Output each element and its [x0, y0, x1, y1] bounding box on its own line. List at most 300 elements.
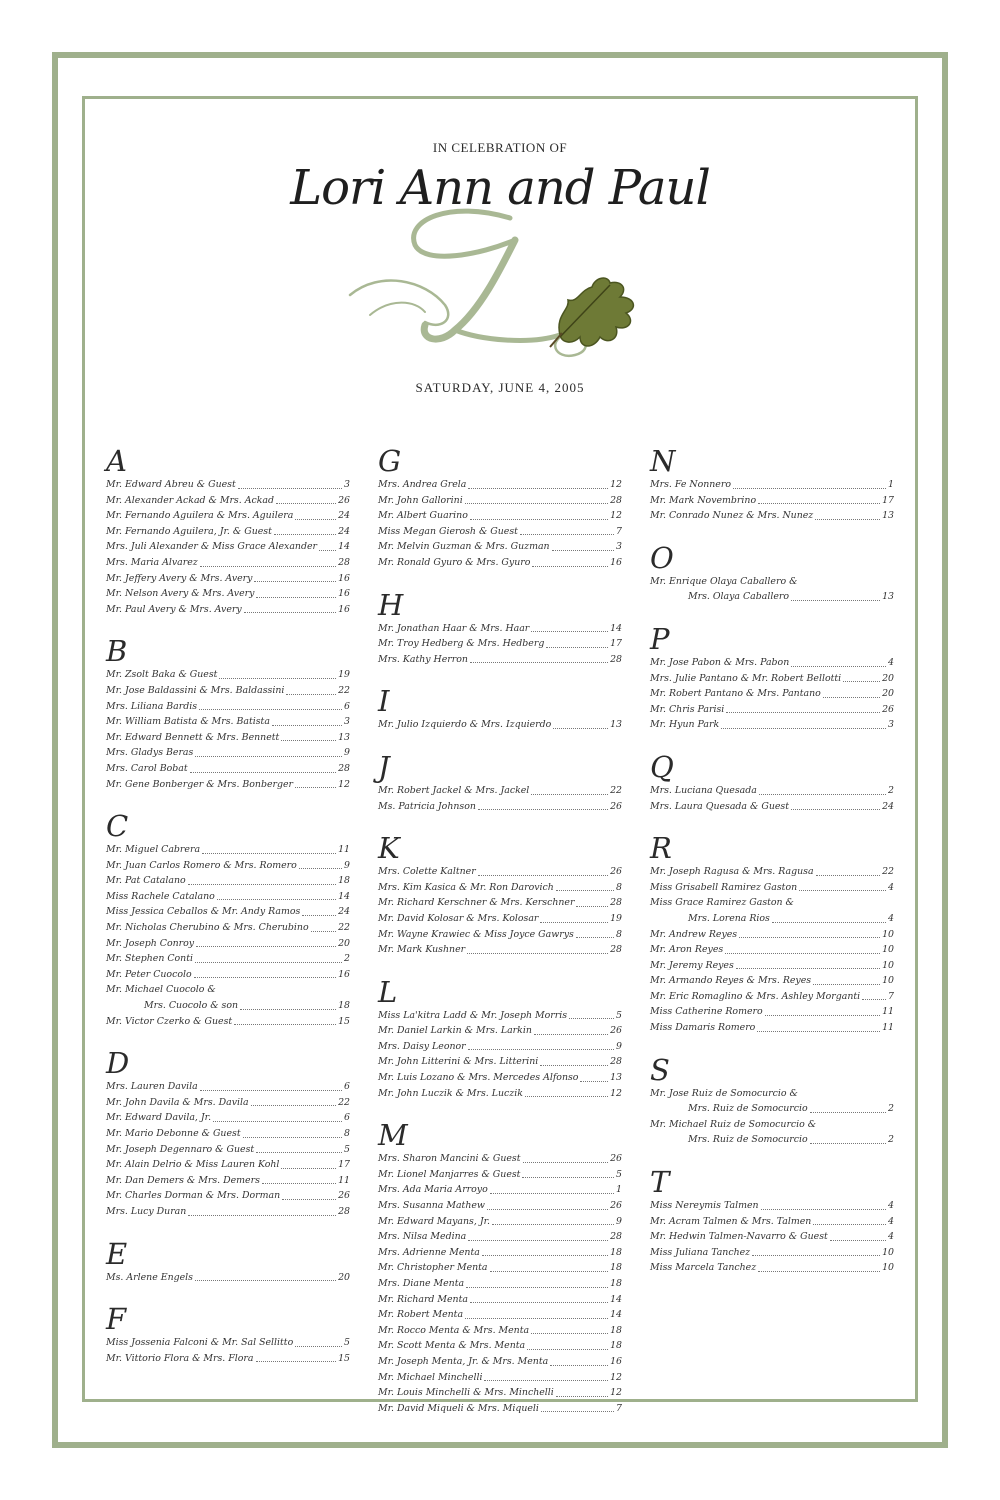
table-number: 20 [338, 1271, 350, 1283]
dot-leader [251, 1105, 336, 1106]
section-letter: C [106, 809, 129, 844]
guest-name: Miss Megan Gierosh & Guest [378, 525, 518, 537]
table-number: 9 [344, 859, 350, 871]
guest-row [378, 636, 622, 652]
dot-leader [830, 1240, 886, 1241]
guest-name: Mr. David Kolosar & Mrs. Kolosar [378, 912, 539, 924]
guest-name: Mr. Nicholas Cherubino & Mrs. Cherubino [106, 922, 309, 934]
guest-row [650, 1245, 894, 1261]
dot-leader [791, 666, 886, 667]
dot-leader [295, 1346, 342, 1347]
guest-row [378, 942, 622, 958]
guest-row [378, 927, 622, 943]
guest-row [378, 1401, 622, 1417]
guest-row [106, 699, 350, 715]
table-number: 18 [610, 1324, 622, 1336]
table-number: 11 [882, 1022, 894, 1034]
table-number: 5 [616, 1168, 622, 1180]
guest-row [378, 717, 622, 733]
dot-leader [862, 999, 886, 1000]
pre-title: IN CELEBRATION OF [432, 140, 568, 155]
section-g [378, 445, 622, 571]
guest-name: Mr. Joseph Degennaro & Guest [106, 1143, 255, 1155]
table-number: 12 [338, 778, 350, 790]
guest-name: Mr. Peter Cuocolo [106, 968, 192, 980]
dot-leader [492, 1224, 614, 1225]
oak-leaf-icon [550, 278, 633, 347]
table-number: 11 [338, 844, 350, 856]
dot-leader [281, 740, 336, 741]
section-h [378, 589, 622, 668]
guest-name: Mr. Edward Bennett & Mrs. Bennett [106, 731, 280, 743]
guest-name: Mr. Fernando Aguilera, Jr. & Guest [106, 525, 272, 537]
table-number: 14 [338, 890, 350, 902]
table-number: 28 [610, 944, 622, 956]
dot-leader [465, 1318, 608, 1319]
guest-row [106, 1188, 350, 1204]
guest-row [106, 920, 350, 936]
guest-name: Miss Grace Ramirez Gaston & [650, 897, 794, 909]
dot-leader [319, 550, 336, 551]
guest-name: Ms. Arlene Engels [106, 1271, 193, 1283]
guest-name: Mr. Wayne Krawiec & Miss Joyce Gawrys [378, 928, 574, 940]
table-number: 2 [888, 784, 894, 796]
guest-row [650, 911, 894, 927]
table-number: 12 [610, 510, 622, 522]
guest-name: Mr. Aron Reyes [650, 944, 724, 956]
table-number: 28 [610, 897, 622, 909]
dot-leader [470, 519, 608, 520]
guest-name: Mr. Vittorio Flora & Mrs. Flora [106, 1352, 254, 1364]
table-number: 26 [610, 866, 622, 878]
guest-row [378, 1023, 622, 1039]
guest-name: Mr. Scott Menta & Mrs. Menta [378, 1340, 526, 1352]
section-b [106, 635, 350, 792]
dot-leader [467, 953, 608, 954]
guest-row [378, 895, 622, 911]
guest-row [378, 555, 622, 571]
dot-leader [282, 1199, 336, 1200]
dot-leader [576, 937, 614, 938]
event-date: SATURDAY, JUNE 4, 2005 [415, 380, 585, 395]
guest-name: Mrs. Ada Maria Arroyo [378, 1184, 488, 1196]
guest-row [106, 555, 350, 571]
table-number: 2 [344, 953, 350, 965]
table-number: 1 [888, 479, 894, 490]
guest-row [378, 621, 622, 637]
section-letter: G [378, 444, 402, 478]
table-number: 13 [610, 1072, 622, 1084]
guest-row [106, 524, 350, 540]
table-number: 3 [888, 719, 894, 731]
table-number: 16 [610, 1355, 622, 1367]
guest-row [650, 989, 894, 1005]
guest-name: Mr. John Luczik & Mrs. Luczik [378, 1087, 523, 1099]
section-letter: T [650, 1165, 670, 1200]
section-n [650, 445, 894, 524]
section-letter: L [378, 974, 398, 1009]
table-number: 18 [610, 1340, 622, 1352]
table-number: 14 [610, 622, 622, 634]
dot-leader [791, 600, 880, 601]
guest-row [106, 998, 350, 1014]
table-number: 11 [882, 1006, 894, 1018]
table-number: 17 [610, 638, 622, 650]
table-number: 10 [882, 975, 894, 987]
guest-row [106, 1142, 350, 1158]
guest-name: Mr. Victor Czerko & Guest [106, 1015, 233, 1027]
guest-row [106, 745, 350, 761]
guest-name: Mr. Albert Guarino [378, 510, 468, 522]
dot-leader [256, 1361, 337, 1362]
dot-leader [532, 566, 608, 567]
dot-leader [468, 488, 608, 489]
table-number: 16 [338, 588, 350, 600]
table-number: 18 [338, 875, 350, 887]
guest-name: Mr. Joseph Ragusa & Mrs. Ragusa [650, 866, 814, 878]
guest-row [650, 973, 894, 989]
guest-row [378, 524, 622, 540]
dot-leader [194, 977, 336, 978]
guest-row [378, 1245, 622, 1261]
table-number: 10 [882, 928, 894, 940]
dot-leader [552, 550, 614, 551]
dot-leader [758, 503, 880, 504]
dot-leader [739, 937, 880, 938]
dot-leader [195, 1280, 336, 1281]
dot-leader [190, 772, 336, 773]
guest-name: Mrs. Julie Pantano & Mr. Robert Bellotti [650, 672, 842, 684]
dot-leader [757, 1031, 880, 1032]
dot-leader [199, 709, 342, 710]
table-number: 13 [882, 510, 894, 522]
table-number: 4 [888, 1200, 894, 1212]
guest-column-3 [650, 445, 894, 1294]
dot-leader [791, 809, 880, 810]
table-number: 28 [610, 1056, 622, 1068]
guest-row [106, 967, 350, 983]
section-s [650, 1054, 894, 1148]
table-number: 13 [338, 731, 350, 743]
table-number: 28 [338, 762, 350, 774]
table-number: 26 [882, 703, 894, 715]
dot-leader [188, 884, 336, 885]
dot-leader [816, 875, 881, 876]
dot-leader [525, 1096, 608, 1097]
guest-name: Mrs. Ruiz de Somocurcio [688, 1134, 808, 1146]
dot-leader [311, 931, 336, 932]
guest-name: Mr. Chris Parisi [650, 703, 725, 715]
section-t [650, 1166, 894, 1276]
guest-row [106, 1126, 350, 1142]
guest-row [106, 1014, 350, 1030]
guest-name: Mr. Christopher Menta [378, 1262, 488, 1274]
guest-name: Mr. Eric Romaglino & Mrs. Ashley Morganti [650, 990, 861, 1002]
dot-leader [721, 728, 886, 729]
dot-leader [733, 488, 886, 489]
dot-leader [482, 1255, 608, 1256]
dot-leader [726, 712, 880, 713]
dot-leader [490, 1193, 614, 1194]
guest-row [378, 1182, 622, 1198]
table-number: 6 [344, 1081, 350, 1093]
guest-name: Mr. Juan Carlos Romero & Mrs. Romero [106, 859, 297, 871]
guest-row [650, 1198, 894, 1214]
table-number: 14 [610, 1293, 622, 1305]
guest-name: Mr. Pat Catalano [106, 875, 186, 887]
dot-leader [188, 1215, 336, 1216]
guest-name: Mrs. Kim Kasica & Mr. Ron Darovich [378, 881, 554, 893]
guest-row [106, 586, 350, 602]
dot-leader [243, 1137, 342, 1138]
guest-row [106, 714, 350, 730]
guest-row [650, 1117, 894, 1133]
dot-leader [217, 899, 336, 900]
section-a [106, 445, 350, 617]
guest-row [378, 799, 622, 815]
table-number: 15 [338, 1015, 350, 1027]
guest-row [106, 1157, 350, 1173]
guest-name: Mr. Robert Menta [378, 1309, 464, 1321]
guest-name: Mrs. Lorena Rios [688, 912, 770, 924]
table-number: 12 [610, 1087, 622, 1099]
dot-leader [295, 787, 336, 788]
guest-row [106, 571, 350, 587]
guest-row [106, 842, 350, 858]
dot-leader [725, 953, 880, 954]
guest-row [650, 1086, 894, 1102]
guest-name: Mr. Troy Hedberg & Mrs. Hedberg [378, 638, 545, 650]
dot-leader [527, 1349, 608, 1350]
table-number: 4 [888, 881, 894, 893]
table-number: 9 [616, 1040, 622, 1052]
table-number: 10 [882, 1246, 894, 1258]
guest-name: Mr. David Miqueli & Mrs. Miqueli [378, 1402, 539, 1414]
guest-name: Mr. Mark Novembrino [650, 494, 757, 506]
couple-names: Lori Ann and Paul [290, 160, 710, 216]
guest-name: Miss Nereymis Talmen [650, 1200, 759, 1212]
guest-row [378, 1307, 622, 1323]
guest-name: Mr. Daniel Larkin & Mrs. Larkin [378, 1025, 532, 1037]
guest-column-1 [106, 445, 350, 1384]
table-number: 26 [610, 800, 622, 812]
guest-row [106, 1110, 350, 1126]
guest-row [106, 1079, 350, 1095]
dot-leader [522, 1177, 614, 1178]
dot-leader [470, 662, 608, 663]
section-j [378, 751, 622, 814]
table-number: 22 [610, 784, 622, 796]
guest-name: Miss La'kitra Ladd & Mr. Joseph Morris [378, 1009, 568, 1021]
section-f [106, 1303, 350, 1366]
dot-leader [534, 1034, 608, 1035]
guest-row [106, 858, 350, 874]
dot-leader [276, 503, 336, 504]
section-letter: Q [650, 749, 674, 784]
dot-leader [200, 566, 336, 567]
guest-name: Mr. John Davila & Mrs. Davila [106, 1096, 249, 1108]
guest-name: Miss Damaris Romero [650, 1022, 756, 1034]
table-number: 14 [338, 541, 350, 553]
section-q [650, 751, 894, 814]
guest-name: Mr. Hedwin Talmen-Navarro & Guest [650, 1231, 828, 1243]
dot-leader [759, 794, 886, 795]
guest-row [378, 1086, 622, 1102]
guest-name: Miss Jossenia Falconi & Mr. Sal Sellitto [106, 1337, 294, 1349]
dot-leader [843, 681, 880, 682]
guest-row [106, 936, 350, 952]
table-number: 10 [882, 944, 894, 956]
guest-row [650, 589, 894, 605]
table-number: 5 [344, 1143, 350, 1155]
dot-leader [799, 890, 886, 891]
guest-row [650, 783, 894, 799]
dot-leader [490, 1271, 609, 1272]
guest-name: Mr. Dan Demers & Mrs. Demers [106, 1174, 260, 1186]
dot-leader [256, 1152, 342, 1153]
guest-row [650, 942, 894, 958]
section-e [106, 1238, 350, 1286]
dot-leader [540, 922, 608, 923]
dot-leader [487, 1209, 608, 1210]
table-number: 4 [888, 912, 894, 924]
guest-name: Mr. Michael Minchelli [378, 1371, 483, 1383]
guest-name: Mr. Edward Davila, Jr. [106, 1112, 212, 1124]
guest-row [106, 1204, 350, 1220]
dot-leader [569, 1018, 614, 1019]
dot-leader [468, 1240, 608, 1241]
guest-row [378, 1167, 622, 1183]
guest-row [650, 1004, 894, 1020]
guest-row [106, 761, 350, 777]
table-number: 16 [338, 572, 350, 584]
table-number: 18 [610, 1262, 622, 1274]
guest-name: Mr. Jonathan Haar & Mrs. Haar [378, 622, 530, 634]
guest-name: Mr. Michael Cuocolo & [106, 984, 216, 996]
guest-name: Mr. John Litterini & Mrs. Litterini [378, 1056, 539, 1068]
guest-name: Mr. Conrado Nunez & Mrs. Nunez [650, 510, 814, 522]
guest-row [378, 1198, 622, 1214]
table-number: 7 [616, 525, 622, 537]
guest-row [378, 1054, 622, 1070]
monogram [330, 200, 670, 370]
dot-leader [520, 534, 614, 535]
table-number: 22 [338, 922, 350, 934]
dot-leader [546, 647, 608, 648]
guest-row [650, 493, 894, 509]
section-m [378, 1119, 622, 1416]
guest-name: Mrs. Fe Nonnero [650, 479, 731, 490]
dot-leader [576, 906, 608, 907]
table-number: 16 [338, 968, 350, 980]
guest-name: Mrs. Susanna Mathew [378, 1200, 485, 1212]
table-number: 13 [882, 591, 894, 603]
table-number: 12 [610, 1387, 622, 1399]
dot-leader [213, 1121, 342, 1122]
table-number: 14 [610, 1309, 622, 1321]
table-number: 4 [888, 656, 894, 668]
guest-name: Mrs. Laura Quesada & Guest [650, 800, 789, 812]
guest-row [650, 1260, 894, 1276]
guest-name: Mr. Mario Debonne & Guest [106, 1128, 241, 1139]
dot-leader [302, 915, 336, 916]
table-number: 28 [338, 556, 350, 568]
dot-leader [813, 1224, 886, 1225]
dot-leader [274, 534, 336, 535]
table-number: 9 [344, 747, 350, 759]
guest-name: Mr. Rocco Menta & Mrs. Menta [378, 1324, 530, 1336]
guest-row [378, 1008, 622, 1024]
table-number: 8 [344, 1128, 350, 1139]
guest-name: Mrs. Colette Kaltner [378, 866, 476, 878]
table-number: 16 [610, 556, 622, 568]
guest-name: Mr. Nelson Avery & Mrs. Avery [106, 588, 255, 600]
guest-name: Mrs. Adrienne Menta [378, 1246, 480, 1258]
guest-name: Mr. Mark Kushner [378, 944, 466, 956]
guest-row [106, 683, 350, 699]
guest-row [106, 777, 350, 793]
table-number: 7 [888, 990, 894, 1002]
guest-row [106, 539, 350, 555]
guest-name: Mr. Luis Lozano & Mrs. Mercedes Alfonso [378, 1072, 579, 1084]
section-letter: O [650, 540, 674, 575]
table-number: 10 [882, 1262, 894, 1274]
guest-row [106, 477, 350, 493]
dot-leader [765, 1015, 880, 1016]
table-number: 17 [338, 1159, 350, 1171]
dot-leader [550, 1365, 608, 1366]
dot-leader [531, 794, 608, 795]
dot-leader [761, 1209, 886, 1210]
guest-row [650, 864, 894, 880]
dot-leader [272, 725, 342, 726]
section-o [650, 542, 894, 605]
table-number: 15 [338, 1352, 350, 1364]
guest-name: Mr. William Batista & Mrs. Batista [106, 716, 270, 728]
guest-row [106, 1095, 350, 1111]
dot-leader [238, 488, 342, 489]
guest-name: Miss Catherine Romero [650, 1006, 763, 1018]
guest-name: Mr. Julio Izquierdo & Mrs. Izquierdo [378, 719, 552, 731]
dot-leader [254, 581, 336, 582]
dot-leader [752, 1255, 880, 1256]
table-number: 19 [338, 669, 350, 681]
guest-row [650, 1214, 894, 1230]
guest-name: Mrs. Andrea Grela [378, 479, 467, 490]
dot-leader [196, 946, 336, 947]
dot-leader [758, 1271, 880, 1272]
guest-name: Mr. Miguel Cabrera [106, 844, 201, 856]
guest-row [650, 655, 894, 671]
guest-row [650, 508, 894, 524]
dot-leader [523, 1162, 609, 1163]
section-letter: B [106, 634, 128, 669]
table-number: 10 [882, 959, 894, 971]
guest-row [106, 667, 350, 683]
dot-leader [219, 678, 336, 679]
dot-leader [478, 809, 608, 810]
table-number: 18 [610, 1246, 622, 1258]
guest-row [650, 717, 894, 733]
guest-row [106, 730, 350, 746]
guest-row [650, 477, 894, 493]
guest-name: Mr. Edward Mayans, Jr. [378, 1215, 491, 1227]
table-number: 17 [882, 494, 894, 506]
table-number: 26 [610, 1200, 622, 1212]
table-number: 19 [610, 912, 622, 924]
dot-leader [540, 1065, 608, 1066]
guest-name: Mrs. Sharon Mancini & Guest [378, 1153, 521, 1165]
